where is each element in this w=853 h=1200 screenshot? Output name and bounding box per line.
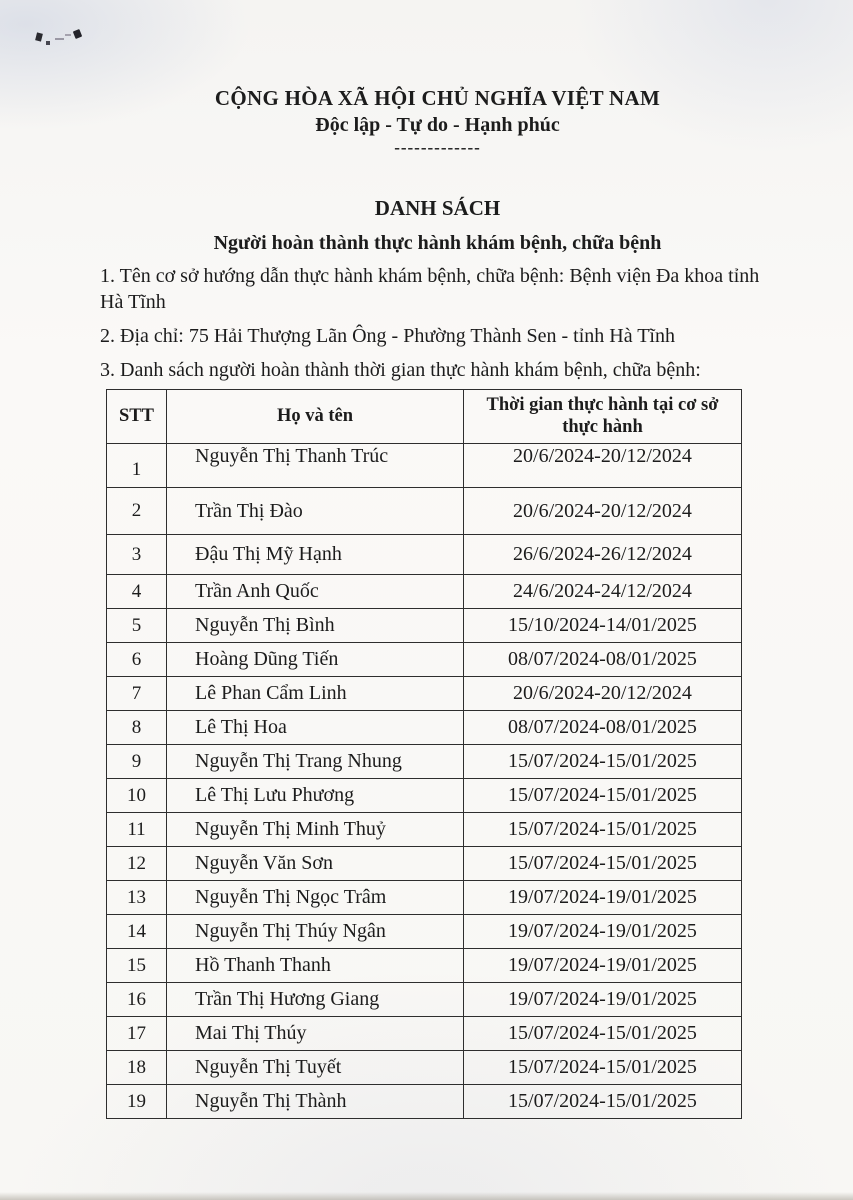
table-row — [107, 1017, 742, 1051]
scan-bottom-shadow — [0, 1192, 853, 1200]
row-stt: 12 — [107, 847, 167, 881]
table-row — [107, 488, 742, 535]
row-name: Nguyễn Thị Ngọc Trâm — [167, 881, 464, 915]
row-name: Lê Thị Lưu Phương — [167, 779, 464, 813]
table-row — [107, 535, 742, 575]
national-motto-line1: CỘNG HÒA XÃ HỘI CHỦ NGHĨA VIỆT NAM — [214, 86, 661, 110]
row-stt: 3 — [107, 535, 167, 575]
row-name: Trần Thị Hương Giang — [167, 983, 464, 1017]
row-period: 08/07/2024-08/01/2025 — [464, 711, 742, 745]
row-stt: 2 — [107, 488, 167, 535]
ink-speck — [65, 34, 71, 36]
row-stt: 16 — [107, 983, 167, 1017]
row-period: 15/07/2024-15/01/2025 — [464, 847, 742, 881]
row-name: Mai Thị Thúy — [167, 1017, 464, 1051]
row-period: 20/6/2024-20/12/2024 — [464, 488, 742, 535]
row-stt: 18 — [107, 1051, 167, 1085]
row-stt: 14 — [107, 915, 167, 949]
row-name: Nguyễn Thị Bình — [167, 609, 464, 643]
row-stt: 11 — [107, 813, 167, 847]
facility-line: 1. Tên cơ sở hướng dẫn thực hành khám bệnh, chữa bệnh: Bệnh viện Đa khoa tỉnh Hà Tĩnh — [100, 265, 760, 313]
header-divider: ------------- — [394, 138, 481, 157]
row-stt: 8 — [107, 711, 167, 745]
table-row — [107, 444, 742, 488]
column-header-stt: STT — [107, 390, 167, 444]
row-period: 20/6/2024-20/12/2024 — [464, 677, 742, 711]
row-period: 19/07/2024-19/01/2025 — [464, 949, 742, 983]
row-stt: 15 — [107, 949, 167, 983]
row-name: Nguyễn Thị Thúy Ngân — [167, 915, 464, 949]
row-name: Nguyễn Thị Tuyết — [167, 1051, 464, 1085]
practice-list-table — [106, 389, 742, 1119]
row-period: 19/07/2024-19/01/2025 — [464, 983, 742, 1017]
table-row — [107, 847, 742, 881]
table-row — [107, 915, 742, 949]
row-stt: 9 — [107, 745, 167, 779]
table-row — [107, 881, 742, 915]
row-stt: 1 — [107, 444, 167, 488]
table-body — [107, 444, 742, 1119]
row-period: 20/6/2024-20/12/2024 — [464, 444, 742, 488]
row-stt: 10 — [107, 779, 167, 813]
table-row — [107, 949, 742, 983]
table-row — [107, 609, 742, 643]
table-row — [107, 711, 742, 745]
table-row — [107, 1051, 742, 1085]
row-stt: 19 — [107, 1085, 167, 1119]
row-period: 26/6/2024-26/12/2024 — [464, 535, 742, 575]
row-stt: 7 — [107, 677, 167, 711]
table-row — [107, 745, 742, 779]
address-line: 2. Địa chỉ: 75 Hải Thượng Lãn Ông - Phường Thành Sen - tỉnh Hà Tĩnh — [100, 325, 675, 347]
row-period: 15/07/2024-15/01/2025 — [464, 779, 742, 813]
table-row — [107, 575, 742, 609]
table-row — [107, 779, 742, 813]
row-name: Hồ Thanh Thanh — [167, 949, 464, 983]
row-stt: 4 — [107, 575, 167, 609]
table-row — [107, 677, 742, 711]
document-subtitle: Người hoàn thành thực hành khám bệnh, chữa bệnh — [213, 232, 662, 254]
table-row — [107, 1085, 742, 1119]
table-row — [107, 813, 742, 847]
row-period: 15/07/2024-15/01/2025 — [464, 813, 742, 847]
row-name: Trần Anh Quốc — [167, 575, 464, 609]
row-period: 19/07/2024-19/01/2025 — [464, 915, 742, 949]
row-name: Lê Phan Cẩm Linh — [167, 677, 464, 711]
column-header-name: Họ và tên — [167, 390, 464, 444]
national-motto-line2: Độc lập - Tự do - Hạnh phúc — [315, 114, 560, 136]
row-name: Nguyễn Văn Sơn — [167, 847, 464, 881]
row-period: 19/07/2024-19/01/2025 — [464, 881, 742, 915]
row-period: 15/10/2024-14/01/2025 — [464, 609, 742, 643]
row-name: Trần Thị Đào — [167, 488, 464, 535]
document-title: DANH SÁCH — [374, 196, 501, 220]
row-period: 08/07/2024-08/01/2025 — [464, 643, 742, 677]
row-name: Nguyễn Thị Thành — [167, 1085, 464, 1119]
table-header-row — [107, 390, 742, 444]
column-header-period: Thời gian thực hành tại cơ sở thực hành — [464, 390, 742, 444]
row-name: Nguyễn Thị Thanh Trúc — [167, 444, 464, 488]
row-name: Hoàng Dũng Tiến — [167, 643, 464, 677]
row-stt: 13 — [107, 881, 167, 915]
row-stt: 5 — [107, 609, 167, 643]
row-period: 15/07/2024-15/01/2025 — [464, 1085, 742, 1119]
row-stt: 17 — [107, 1017, 167, 1051]
row-name: Nguyễn Thị Trang Nhung — [167, 745, 464, 779]
row-name: Nguyễn Thị Minh Thuỷ — [167, 813, 464, 847]
row-period: 24/6/2024-24/12/2024 — [464, 575, 742, 609]
ink-speck — [46, 41, 50, 45]
table-row — [107, 983, 742, 1017]
table-row — [107, 643, 742, 677]
row-name: Lê Thị Hoa — [167, 711, 464, 745]
row-name: Đậu Thị Mỹ Hạnh — [167, 535, 464, 575]
row-period: 15/07/2024-15/01/2025 — [464, 1017, 742, 1051]
row-period: 15/07/2024-15/01/2025 — [464, 745, 742, 779]
row-stt: 6 — [107, 643, 167, 677]
list-intro-line: 3. Danh sách người hoàn thành thời gian thực hành khám bệnh, chữa bệnh: — [100, 359, 701, 381]
national-header — [100, 86, 775, 158]
row-period: 15/07/2024-15/01/2025 — [464, 1051, 742, 1085]
ink-speck — [55, 38, 64, 40]
